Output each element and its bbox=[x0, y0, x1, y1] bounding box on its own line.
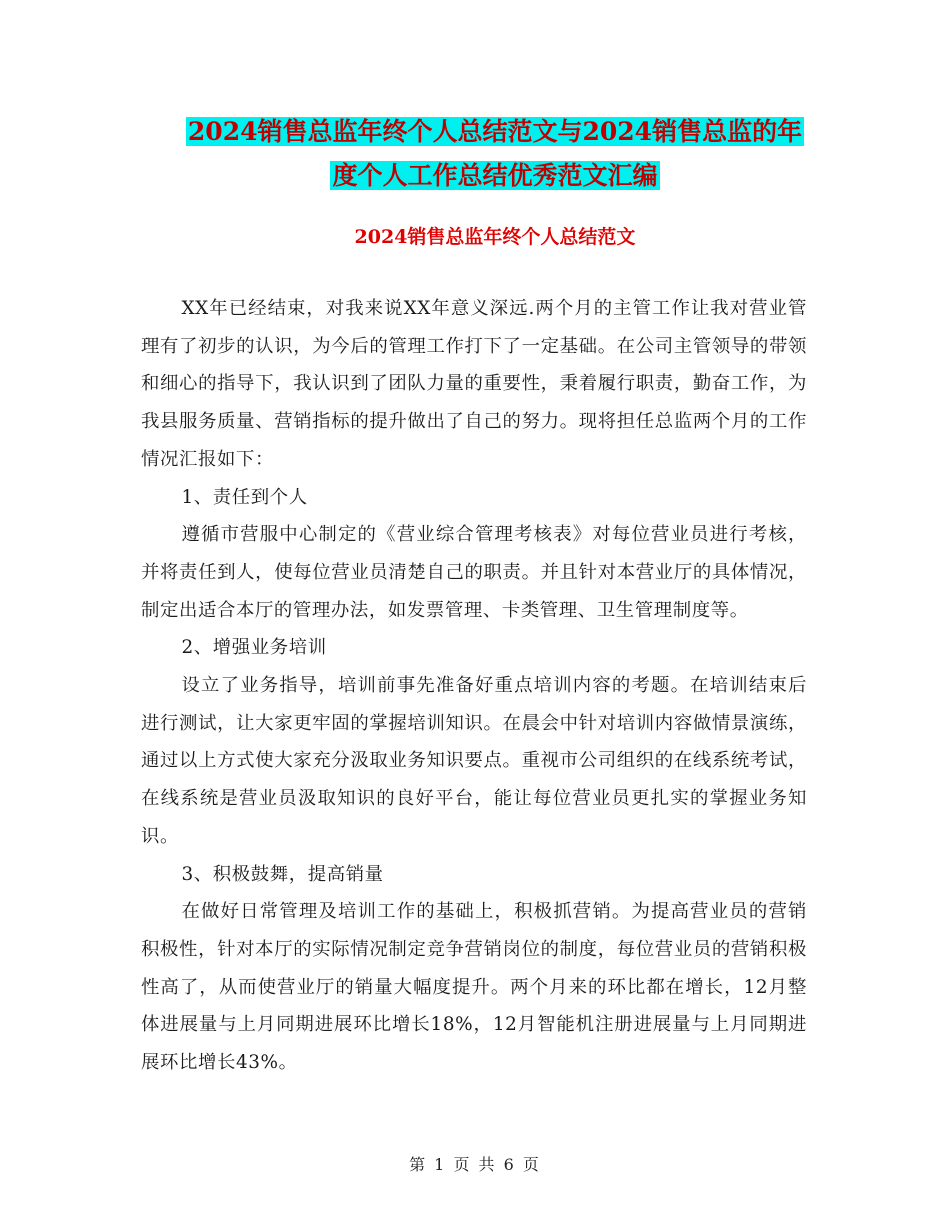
paragraph-training: 设立了业务指导，培训前事先准备好重点培训内容的考题。在培训结束后进行测试，让大家更牢固的掌握培训知识。在晨会中针对培训内容做情景演练，通过以上方式使大家充分汲取业务知识要点。重视市公司组织的在线系统考试，在线系统是营业员汲取知识的良好平台，能让每位营业员更扎实的掌握业务知识。 bbox=[141, 675, 807, 847]
heading-training: 2、增强业务培训 bbox=[181, 637, 327, 659]
heading-sales: 3、积极鼓舞，提高销量 bbox=[181, 863, 384, 885]
paragraph-responsibility: 遵循市营服中心制定的《营业综合管理考核表》对每位营业员进行考核，并将责任到人，使每位营业员清楚自己的职责。并且针对本营业厅的具体情况，制定出适合本厅的管理办法，如发票管理、卡类管理、卫生管理制度等。 bbox=[141, 524, 807, 621]
paragraph-intro: XX年已经结束，对我来说XX年意义深远.两个月的主管工作让我对营业管理有了初步的认识，为今后的管理工作打下了一定基础。在公司主管领导的带领和细心的指导下，我认识到了团队力量的重要性，秉着履行职责，勤奋工作，为我县服务质量、营销指标的提升做出了自己的努力。现将担任总监两个月的工作情况汇报如下： bbox=[141, 298, 807, 470]
section-title: 2024销售总监年终个人总结范文 bbox=[354, 226, 636, 248]
paragraph-sales: 在做好日常管理及培训工作的基础上，积极抓营销。为提高营业员的营销积极性，针对本厅的实际情况制定竞争营销岗位的制度，每位营业员的营销积极性高了，从而使营业厅的销量大幅度提升。两个月来的环比都在增长，12月整体进展量与上月同期进展环比增长18%，12月智能机注册进展量与上月同期进展环比增长43%。 bbox=[141, 901, 807, 1074]
document-title-line-1 bbox=[140, 110, 850, 154]
title-highlight-1: 2024销售总监年终个人总结范文与2024销售总监的年 bbox=[187, 117, 803, 146]
heading-responsibility: 1、责任到个人 bbox=[181, 486, 308, 508]
document-title-line-2 bbox=[140, 154, 850, 198]
document-body bbox=[141, 290, 807, 1082]
page-footer: 第 1 页 共 6 页 bbox=[409, 1155, 541, 1174]
title-highlight-2: 度个人工作总结优秀范文汇编 bbox=[332, 161, 658, 190]
